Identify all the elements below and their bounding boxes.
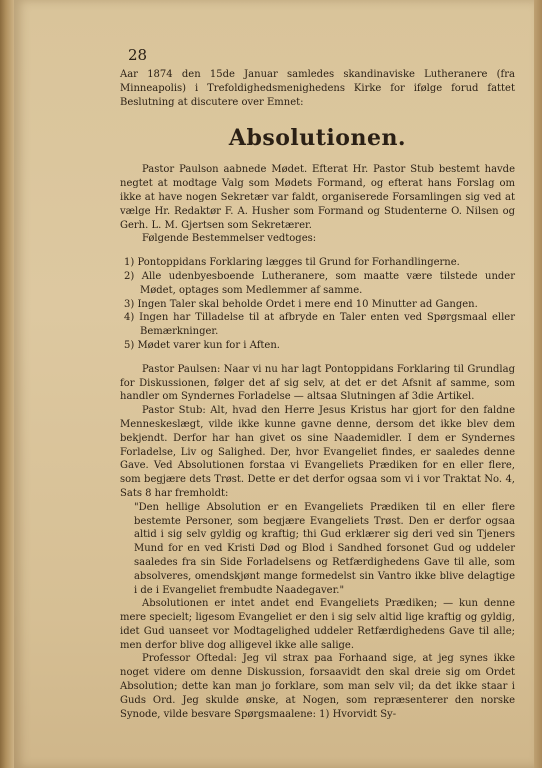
paragraph-paulsen: Pastor Paulsen: Naar vi nu har lagt Pontoppidans Forklaring til Grundlag for Diskussionen, følger det af sig selv, at det er det Afsnit af samme, som handler om Syndernes Forladelse — altsaa Slutningen af 3die Artikel. [120, 363, 515, 403]
page-content [120, 47, 515, 721]
paragraph-absolution: Absolutionen er intet andet end Evangeliets Prædiken; — kun denne mere specielt; ligesom Evangeliet er den i sig selv altid lige kraftig og gyldig, idet Gud uanseet vor Modtagelighed uddeler Retfærdighedens Gave til alle; men derfor blive dog alligevel ikke alle salige. [120, 598, 515, 651]
rule-item: 2) Alle udenbyesboende Lutheranere, som maatte være tilstede under Mødet, optages som Medlemmer af samme. [124, 270, 515, 296]
rules-list [120, 256, 515, 353]
rule-item: 4) Ingen har Tilladelse til at afbryde en Taler enten ved Spørgsmaal eller Bemærkninger. [124, 312, 515, 338]
intro-paragraph: Aar 1874 den 15de Januar samledes skandinaviske Lutheranere (fra Minneapolis) i Trefoldighedsmenighedens Kirke for ifølge forud fattet Beslutning at discutere over Emnet: [120, 69, 515, 108]
rule-item: 5) Mødet varer kun for i Aften. [124, 339, 280, 351]
paragraph-stub: Pastor Stub: Alt, hvad den Herre Jesus Kristus har gjort for den faldne Menneskeslægt, vilde ikke kunne gavne denne, dersom det ikke blev dem bekjendt. Derfor har han givet os sine Naademidler. I dem er Syndernes Forladelse, Liv og Salighed. Der, hvor Evangeliet findes, er saaledes denne Gave. Ved Absolutionen forstaa vi Evangeliets Prædiken for en eller flere, som begjære dets Trøst. Dette er det derfor ogsaa som vi i vor Traktat No. 4, Sats 8 har fremholdt: [120, 405, 515, 499]
rules-intro: Følgende Bestemmelser vedtoges: [142, 233, 317, 245]
rule-item: 3) Ingen Taler skal beholde Ordet i mere end 10 Minutter ad Gangen. [124, 298, 478, 310]
page-number: 28 [128, 46, 148, 64]
paragraph-oftedal: Professor Oftedal: Jeg vil strax paa Forhaand sige, at jeg synes ikke noget videre om denne Diskussion, forsaavidt den skal dreie sig om Ordet Absolution; dette kan man jo forklare, som man selv vil; da det ikke staar i Guds Ord. Jeg skulde ønske, at Nogen, som repræsenterer den norske Synode, vilde besvare Spørgsmaalene: 1) Hvorvidt Sy- [120, 653, 515, 720]
quoted-passage: "Den hellige Absolution er en Evangeliets Prædiken til en eller flere bestemte Personer, som begjære Evangeliets Trøst. Den er derfor ogsaa altid i sig selv gyldig og kraftig; thi Gud erklærer sig deri ved sin Tjeners Mund for en ved Kristi Død og Blod i Sandhed forsonet Gud og uddeler saaledes fra sin Side Forladelsens og Retfærdighedens Gave til alle, som absolveres, omendskjønt mange formedelst sin Vantro ikke blive delagtige i de i Evangeliet frembudte Naadegaver." [134, 501, 515, 596]
paragraph-opening: Pastor Paulson aabnede Mødet. Efterat Hr. Pastor Stub bestemt havde negtet at modtage Valg som Mødets Formand, og efterat hans Forslag om ikke at have nogen Sekretær var faldt, organiserede Forsamlingen sig ved at vælge Hr. Redaktør F. A. Husher som Formand og Studenterne O. Nilsen og Gerh. L. M. Gjertsen som Sekretærer. [120, 164, 515, 231]
rule-item: 1) Pontoppidans Forklaring lægges til Grund for Forhandlingerne. [124, 257, 460, 269]
section-title: Absolutionen. [228, 125, 407, 152]
